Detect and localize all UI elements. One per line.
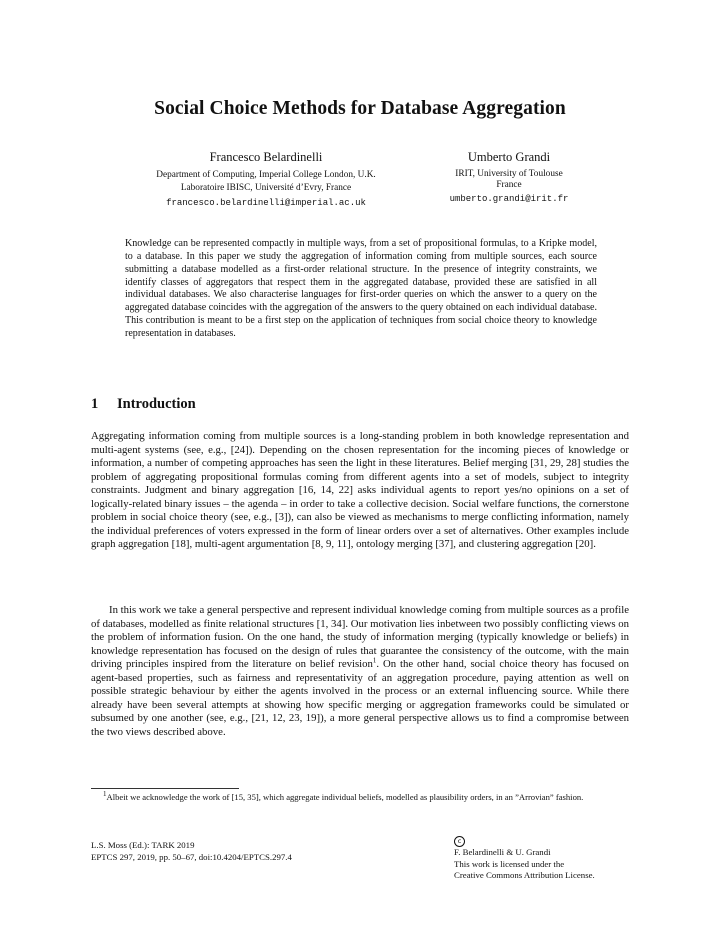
paper-title: Social Choice Methods for Database Aggregation [154,98,566,119]
footnote-reference[interactable]: 1 [372,656,377,665]
section-number: 1 [91,396,99,412]
author-1-email: francesco.belardinelli@imperial.ac.uk [166,198,366,208]
license-line-3[interactable]: Creative Commons Attribution License. [454,870,595,880]
footnote-text: Albeit we acknowledge the work of [15, 35], which aggregate individual beliefs, modelled as plausibility orders, in an ”Arrovian” fashion. [106,792,584,802]
venue-line-1: L.S. Moss (Ed.): TARK 2019 [91,840,195,850]
paragraph-2-part-1: In this work we take a general perspective and represent individual knowledge coming from multiple sources as a profile of databases, modelled as finite relational structures [1, 34]. Our motivation lies inbetween two possibly conflicting views on the problem of information fusion. On the one hand, the study of information merging (typically knowledge or beliefs) in knowledge representation has focused on the design of rules that guarantee the consistency of the outcome, with the main driving principles inspired from the literature on belief revision [91,604,630,670]
paragraph-2-part-2: . On the other hand, social choice theory has focused on agent-based properties, such as fairness and representativity of an aggregation procedure, paying attention as well on possible strategic behaviour by either the agents involved in the process or an external influencing source. While there already have been several attempts at showing how specific merging or aggregation frameworks could be simulated or subsumed by one another (see, e.g., [21, 12, 23, 19]), a more general perspective allows us to find a compromise between the two views described above. [91,658,629,738]
footnote [91,792,629,803]
section-heading [91,396,196,413]
section-title: Introduction [117,396,196,412]
author-2-name: Umberto Grandi [467,150,551,164]
author-1-affiliation-2: Laboratoire IBISC, Université d’Evry, France [180,183,352,193]
footnote-mark: 1 [103,790,107,799]
author-1-affiliation-1: Department of Computing, Imperial College London, U.K. [156,170,376,180]
license-line-1 [454,836,595,859]
author-1-block [142,151,390,210]
copyright-icon: c [454,836,465,847]
intro-paragraph-1 [91,430,629,552]
venue-line-2: EPTCS 297, 2019, pp. 50–67, doi:10.4204/EPTCS.297.4 [91,851,292,862]
license-line-2: This work is licensed under the [454,858,565,869]
author-2-block [430,151,588,206]
paragraph-text: Aggregating information coming from multiple sources is a long-standing problem in both knowledge representation and multi-agent systems (see, e.g., [24]). Depending on the chosen representation for the incoming pieces of knowledge or information, a number of competing approaches has seen the light in these literatures. Belief merging [31, 29, 28] studies the problem of aggregating propositional formulas coming from different agents into a set of models, subject to integrity constraints. Judgment and binary aggregation [16, 14, 22] asks individual agents to report yes/no opinions on a set of logically-related binary issues – the agenda – in order to take a collective decision. Social welfare functions, the cornerstone problem in social choice theory (see, e.g., [3]), can also be viewed as mechanisms to merge conflicting information, namely the individual preferences of voters expressed in the form of linear orders over a set of alternatives. Other examples include graph aggregation [18], multi-agent argumentation [8, 9, 11], ontology merging [37], and clustering aggregation [20]. [91,430,629,550]
intro-paragraph-2 [91,604,629,739]
author-2-email: umberto.grandi@irit.fr [449,194,569,204]
author-2-affiliation-1: IRIT, University of Toulouse [455,169,563,179]
author-1-name: Francesco Belardinelli [209,150,323,164]
venue-info [91,840,292,863]
footnote-divider [91,788,239,789]
license-info [454,836,595,882]
author-2-affiliation-2: France [496,180,522,190]
paragraph-text [91,604,629,739]
copyright-holders: F. Belardinelli & U. Grandi [454,847,551,857]
abstract: Knowledge can be represented compactly in multiple ways, from a set of propositional formulas, to a Kripke model, to a database. In this paper we study the aggregation of information coming from multiple sources, each source submitting a database modelled as a first-order relational structure. In the presence of integrity constraints, we identify classes of aggregators that respect them in the aggregated database, provided these are satisfied in all individual databases. We also characterise languages for first-order queries on which the answer to a query on the aggregated database coincides with the aggregation of the answers to the query obtained on each individual database. This contribution is meant to be a first step on the application of techniques from social choice theory to knowledge representation in databases. [125,238,597,339]
